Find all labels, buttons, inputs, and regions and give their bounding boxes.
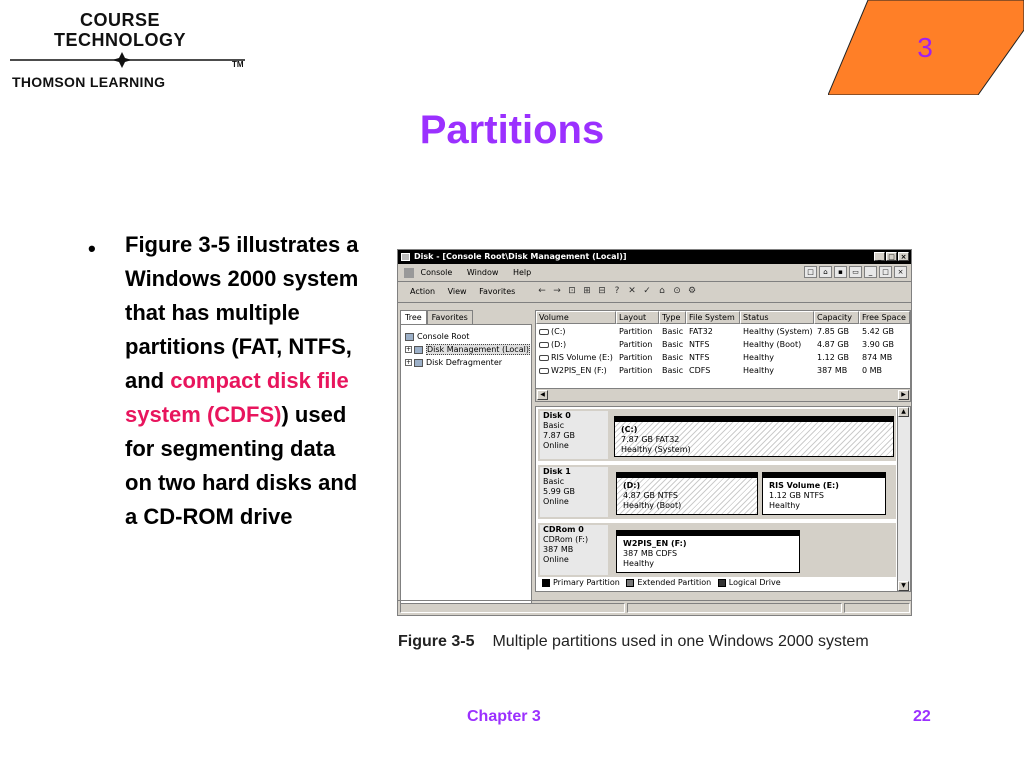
- table-row[interactable]: [536, 351, 910, 364]
- back-arrow-icon[interactable]: ←: [538, 286, 546, 296]
- disk-size: 5.99 GB: [543, 487, 576, 496]
- volume-name: RIS Volume (E:): [551, 353, 613, 362]
- column-header-status[interactable]: Status: [740, 311, 814, 324]
- partition-header: [614, 416, 894, 422]
- disk-type: Basic: [543, 421, 565, 430]
- scroll-left-icon[interactable]: ◀: [537, 390, 548, 400]
- help-icon[interactable]: ?: [614, 286, 620, 296]
- partition-header: [616, 472, 758, 478]
- menu-window[interactable]: Window: [466, 268, 499, 277]
- menu-help[interactable]: Help: [512, 268, 532, 277]
- defragmenter-icon: [414, 359, 423, 367]
- bullet-text: [125, 228, 365, 534]
- check-icon[interactable]: ✓: [643, 286, 651, 296]
- partition-size: 4.87 GB NTFS: [623, 491, 678, 500]
- disk-graphical-view: [535, 406, 911, 592]
- partition-header: [616, 530, 800, 536]
- bullet-text-start: Figure 3-5 illustrates a Windows 2000 system that has multiple partitions (FAT, NTFS, and: [125, 232, 359, 393]
- status-cell: Healthy (System): [743, 327, 813, 336]
- expand-icon[interactable]: +: [406, 359, 412, 366]
- slide-title: Partitions: [419, 108, 605, 152]
- mmc-app-icon: [401, 253, 410, 261]
- primary-partition-swatch: [542, 579, 550, 587]
- column-header-layout[interactable]: Layout: [616, 311, 659, 324]
- forward-arrow-icon[interactable]: →: [553, 286, 561, 296]
- open-console-icon[interactable]: ⌂: [819, 266, 832, 278]
- volume-cell: [536, 338, 619, 351]
- column-header-file-system[interactable]: File System: [686, 311, 740, 324]
- maximize-button[interactable]: □: [886, 252, 897, 261]
- fs-cell: NTFS: [689, 340, 710, 349]
- menu-view[interactable]: View: [447, 287, 467, 296]
- figure-caption-text: Multiple partitions used in one Windows 2000 system: [492, 633, 869, 650]
- disk-type: Basic: [543, 477, 565, 486]
- disk-state: Online: [543, 441, 569, 450]
- column-header-free-space[interactable]: Free Space: [859, 311, 910, 324]
- legend-primary: Primary Partition: [553, 578, 620, 587]
- disk-info-1[interactable]: [540, 467, 608, 517]
- free-space-cell: 0 MB: [862, 366, 883, 375]
- tree-label: Disk Management (Local): [427, 345, 529, 354]
- disk-row-0: [538, 409, 896, 461]
- partition-e[interactable]: [762, 477, 886, 515]
- legend-logical: Logical Drive: [728, 578, 781, 587]
- partition-legend: [538, 577, 896, 589]
- table-row[interactable]: [536, 364, 910, 377]
- volume-icon: [539, 342, 549, 348]
- layout-cell: Partition: [619, 340, 653, 349]
- status-pane-1: [400, 603, 625, 613]
- cdrom-icon: [539, 368, 549, 374]
- type-cell: Basic: [662, 340, 684, 349]
- disk-management-icon: [414, 346, 423, 354]
- save-console-icon[interactable]: ▪: [834, 266, 847, 278]
- partition-status: Healthy: [623, 559, 655, 568]
- footer-chapter: Chapter 3: [467, 708, 541, 725]
- partition-name: W2PIS_EN (F:): [623, 539, 687, 548]
- graph-vertical-scrollbar[interactable]: [897, 407, 910, 591]
- status-cell: Healthy (Boot): [743, 340, 802, 349]
- partition-size: 1.12 GB NTFS: [769, 491, 824, 500]
- disk-name: CDRom 0: [543, 525, 584, 534]
- volume-name: (C:): [551, 327, 566, 336]
- logo-line-3: THOMSON LEARNING: [12, 74, 166, 90]
- partition-status: Healthy (Boot): [623, 501, 682, 510]
- pane-tabs: [400, 310, 473, 324]
- new-console-icon[interactable]: □: [804, 266, 817, 278]
- open-folder-icon[interactable]: ⌂: [659, 286, 665, 296]
- search-disk-icon[interactable]: ⊙: [673, 286, 681, 296]
- column-header-volume[interactable]: Volume: [536, 311, 616, 324]
- status-pane-3: [844, 603, 910, 613]
- scroll-down-icon[interactable]: ▼: [898, 581, 909, 591]
- partition-name: (D:): [623, 481, 641, 490]
- window-titlebar: [398, 250, 911, 264]
- partition-status: Healthy: [769, 501, 801, 510]
- status-cell: Healthy: [743, 353, 775, 362]
- capacity-cell: 1.12 GB: [817, 353, 850, 362]
- partition-header: [762, 472, 886, 478]
- logical-drive-swatch: [718, 579, 726, 587]
- volume-name: W2PIS_EN (F:): [551, 366, 607, 375]
- partition-name: (C:): [621, 425, 638, 434]
- bullet-highlight: compact disk file system (CDFS): [125, 368, 349, 427]
- fs-cell: NTFS: [689, 353, 710, 362]
- free-space-cell: 3.90 GB: [862, 340, 895, 349]
- layout-cell: Partition: [619, 327, 653, 336]
- disk-name: Disk 0: [543, 411, 571, 420]
- bullet-text-end: ) used for segmenting data on two hard disks and a CD-ROM drive: [125, 402, 358, 529]
- column-header-type[interactable]: Type: [659, 311, 686, 324]
- volume-list: [535, 310, 911, 402]
- status-pane-2: [627, 603, 842, 613]
- show-hide-tree-icon[interactable]: ⊞: [583, 286, 591, 296]
- partition-d[interactable]: [616, 477, 758, 515]
- properties-icon[interactable]: ⊟: [598, 286, 606, 296]
- action-toolbar: [398, 282, 911, 303]
- disk-state: Online: [543, 497, 569, 506]
- disk-size: 7.87 GB: [543, 431, 576, 440]
- extended-partition-swatch: [626, 579, 634, 587]
- child-minimize-button[interactable]: _: [864, 266, 877, 278]
- disk-size: 387 MB: [543, 545, 574, 554]
- tree-label: Console Root: [417, 332, 470, 341]
- disk-management-window: [397, 249, 912, 616]
- disk-type: CDRom (F:): [543, 535, 589, 544]
- column-header-capacity[interactable]: Capacity: [814, 311, 859, 324]
- footer-page-number: 22: [913, 708, 931, 725]
- fs-cell: FAT32: [689, 327, 713, 336]
- volume-icon: [539, 355, 549, 361]
- partition-name: RIS Volume (E:): [769, 481, 839, 490]
- volume-cell: [536, 351, 619, 364]
- partition-size: 7.87 GB FAT32: [621, 435, 680, 444]
- scroll-up-icon[interactable]: ▲: [898, 407, 909, 417]
- capacity-cell: 387 MB: [817, 366, 848, 375]
- layout-cell: Partition: [619, 366, 653, 375]
- disk-info-cdrom[interactable]: [540, 525, 608, 575]
- course-technology-logo: [10, 10, 245, 95]
- logo-star-icon: [10, 52, 245, 68]
- console-menu-icon: [404, 268, 414, 278]
- chapter-badge-number: 3: [917, 32, 933, 63]
- delete-icon[interactable]: ✕: [628, 286, 636, 296]
- volume-list-header: [536, 311, 910, 324]
- legend-extended: Extended Partition: [637, 578, 712, 587]
- volume-cell: [536, 364, 619, 377]
- capacity-cell: 4.87 GB: [817, 340, 850, 349]
- volume-name: (D:): [551, 340, 567, 349]
- partition-size: 387 MB CDFS: [623, 549, 678, 558]
- bullet-marker: •: [88, 236, 96, 261]
- disk-row-1: [538, 465, 896, 519]
- free-space-cell: 874 MB: [862, 353, 893, 362]
- layout-cell: Partition: [619, 353, 653, 362]
- tree-item-disk-defragmenter[interactable]: [405, 357, 502, 369]
- window-statusbar: [398, 600, 911, 615]
- type-cell: Basic: [662, 327, 684, 336]
- fs-cell: CDFS: [689, 366, 711, 375]
- capacity-cell: 7.85 GB: [817, 327, 850, 336]
- disk-info-0[interactable]: [540, 411, 608, 459]
- scroll-right-icon[interactable]: ▶: [898, 390, 909, 400]
- volume-cell: [536, 325, 619, 338]
- table-row[interactable]: [536, 338, 910, 351]
- type-cell: Basic: [662, 366, 684, 375]
- free-space-cell: 5.42 GB: [862, 327, 895, 336]
- volume-icon: [539, 329, 549, 335]
- child-close-button[interactable]: ×: [894, 266, 907, 278]
- figure-label: Figure 3-5: [398, 633, 475, 650]
- close-button[interactable]: ×: [898, 252, 909, 261]
- child-maximize-button[interactable]: □: [879, 266, 892, 278]
- type-cell: Basic: [662, 353, 684, 362]
- console-menubar: [398, 264, 911, 282]
- minimize-button[interactable]: _: [874, 252, 885, 261]
- logo-trademark: TM: [232, 60, 244, 69]
- console-tree: [400, 324, 532, 604]
- partition-status: Healthy (System): [621, 445, 691, 454]
- up-level-icon[interactable]: ⊡: [568, 286, 576, 296]
- tree-label: Disk Defragmenter: [426, 358, 503, 367]
- disk-state: Online: [543, 555, 569, 564]
- logo-line-1: COURSE: [79, 10, 160, 30]
- tree-item-console-root[interactable]: [405, 331, 469, 343]
- partition-c[interactable]: [614, 421, 894, 457]
- disk-row-cdrom: [538, 523, 896, 577]
- figure-caption: [398, 633, 869, 651]
- tab-favorites[interactable]: Favorites: [427, 310, 473, 324]
- folder-icon: [405, 333, 414, 341]
- table-row[interactable]: [536, 325, 910, 338]
- tree-item-disk-management[interactable]: [405, 344, 530, 356]
- menu-favorites[interactable]: Favorites: [479, 287, 516, 296]
- tab-tree[interactable]: Tree: [400, 310, 427, 324]
- settings-icon[interactable]: ⚙: [687, 286, 697, 296]
- logo-line-2: TECHNOLOGY: [53, 30, 186, 50]
- menu-console[interactable]: Console: [420, 268, 453, 277]
- list-horizontal-scrollbar[interactable]: [536, 388, 910, 401]
- window-title: Disk - [Console Root\Disk Management (Local)]: [414, 252, 627, 261]
- disk-name: Disk 1: [543, 467, 571, 476]
- new-window-icon[interactable]: ▭: [849, 266, 862, 278]
- menu-action[interactable]: Action: [410, 287, 436, 296]
- status-cell: Healthy: [743, 366, 775, 375]
- expand-icon[interactable]: +: [406, 346, 412, 353]
- partition-f[interactable]: [616, 535, 800, 573]
